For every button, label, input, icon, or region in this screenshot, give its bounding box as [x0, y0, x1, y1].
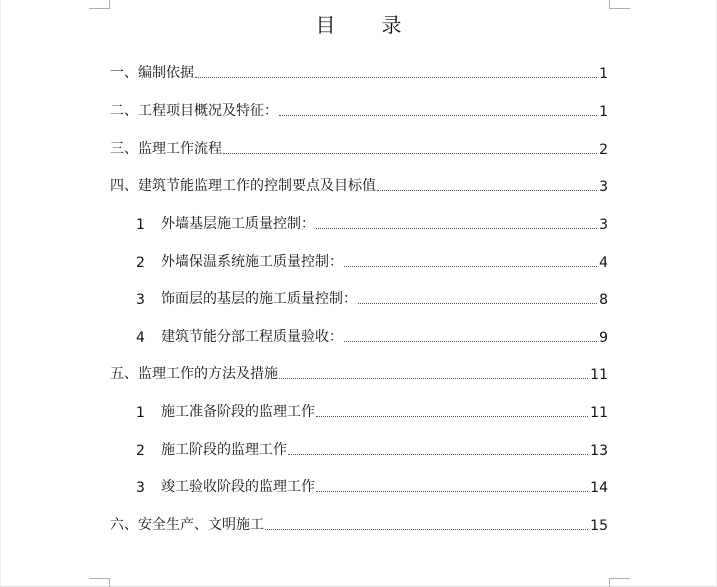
- toc-page-number: 15: [590, 518, 608, 534]
- toc-entry-text: 四、建筑节能监理工作的控制要点及目标值: [110, 178, 376, 194]
- dot-leader: [316, 228, 597, 229]
- toc-page-number: 11: [590, 405, 608, 421]
- toc-entry-text: 施工准备阶段的监理工作: [161, 404, 315, 420]
- toc-entry-text: 三、监理工作流程: [110, 141, 222, 157]
- dot-leader: [223, 153, 597, 154]
- toc-title-char-2: 录: [381, 13, 402, 37]
- toc-entry-4-4[interactable]: [136, 324, 608, 346]
- toc-entry-5-3[interactable]: [136, 474, 608, 496]
- toc-page-number: 2: [599, 142, 608, 158]
- crop-mark-bottom-left: [89, 578, 110, 587]
- dot-leader: [316, 416, 588, 417]
- toc-entry-1[interactable]: [110, 60, 608, 82]
- toc-entry-text: 建筑节能分部工程质量验收：: [161, 329, 343, 345]
- toc-entry-text: 二、工程项目概况及特征：: [110, 103, 278, 119]
- toc-entry-text: 六、安全生产、文明施工: [110, 517, 264, 533]
- toc-entry-5-1[interactable]: [136, 399, 608, 421]
- toc-page-number: 11: [590, 367, 608, 383]
- toc-entry-number: 2: [136, 443, 145, 459]
- crop-mark-top-right: [609, 0, 630, 9]
- dot-leader: [344, 341, 597, 342]
- toc-entry-number: 1: [136, 217, 145, 233]
- toc-entry-number: 2: [136, 255, 145, 271]
- toc-entry-3[interactable]: [110, 136, 608, 158]
- dot-leader: [288, 454, 588, 455]
- toc-entry-text: 外墙保温系统施工质量控制：: [161, 254, 343, 270]
- toc-entry-number: 3: [136, 292, 145, 308]
- toc-title-char-1: 目: [315, 13, 336, 37]
- toc-page-number: 3: [599, 179, 608, 195]
- toc-entry-number: 1: [136, 405, 145, 421]
- toc-entry-5-2[interactable]: [136, 437, 608, 459]
- toc-page-number: 1: [599, 66, 608, 82]
- dot-leader: [195, 77, 597, 78]
- toc-entry-text: 竣工验收阶段的监理工作: [161, 479, 315, 495]
- document-page: [1, 0, 716, 587]
- toc-page-number: 1: [599, 104, 608, 120]
- dot-leader: [358, 303, 597, 304]
- toc-page-number: 14: [590, 480, 608, 496]
- toc-entry-6[interactable]: [110, 512, 608, 534]
- toc-entry-text: 一、编制依据: [110, 65, 194, 81]
- crop-mark-top-left: [89, 0, 110, 9]
- toc-page-number: 9: [599, 330, 608, 346]
- toc-entry-2[interactable]: [110, 98, 608, 120]
- dot-leader: [377, 190, 597, 191]
- toc-entry-4-3[interactable]: [136, 286, 608, 308]
- dot-leader: [279, 378, 588, 379]
- toc-entry-4[interactable]: [110, 173, 608, 195]
- toc-entry-number: 3: [136, 480, 145, 496]
- toc-page-number: 3: [599, 217, 608, 233]
- toc-entry-text: 施工阶段的监理工作: [161, 442, 287, 458]
- toc-entry-4-1[interactable]: [136, 211, 608, 233]
- toc-entry-5[interactable]: [110, 361, 608, 383]
- dot-leader: [265, 529, 588, 530]
- toc-entry-text: 五、监理工作的方法及措施: [110, 366, 278, 382]
- toc-page-number: 4: [599, 255, 608, 271]
- dot-leader: [279, 115, 597, 116]
- toc-entry-4-2[interactable]: [136, 249, 608, 271]
- toc-entry-text: 饰面层的基层的施工质量控制：: [161, 291, 357, 307]
- toc-page-number: 13: [590, 443, 608, 459]
- dot-leader: [316, 491, 588, 492]
- toc-entry-number: 4: [136, 330, 145, 346]
- crop-mark-bottom-right: [609, 578, 630, 587]
- toc-page-number: 8: [599, 292, 608, 308]
- toc-title: [1, 9, 716, 38]
- toc-entry-text: 外墙基层施工质量控制：: [161, 216, 315, 232]
- dot-leader: [344, 266, 597, 267]
